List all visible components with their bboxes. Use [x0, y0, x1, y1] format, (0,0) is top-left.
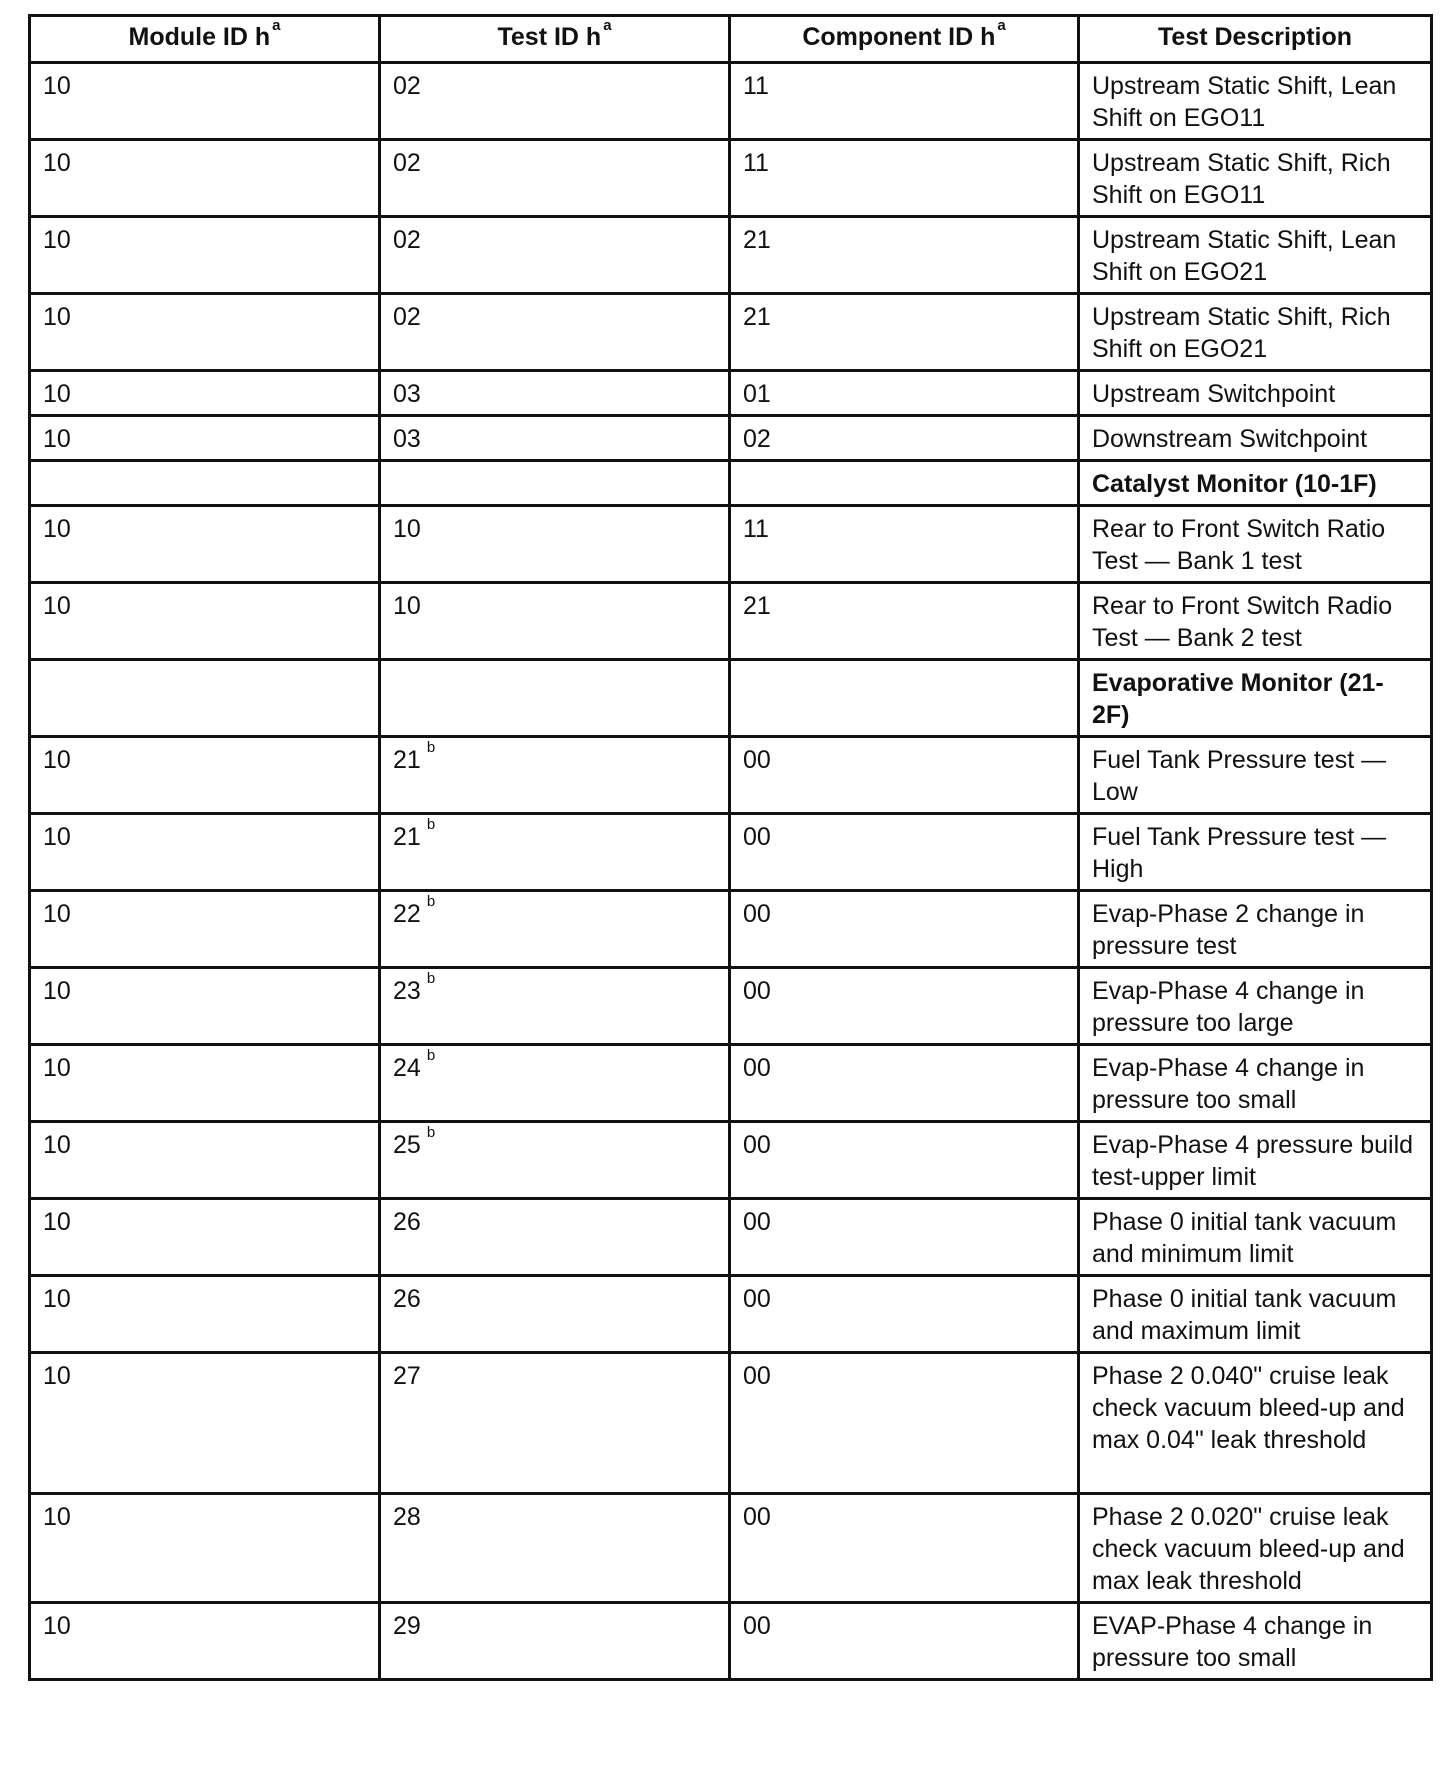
cell-test-id	[380, 583, 730, 660]
header-module-id-label: Module ID h	[128, 23, 271, 51]
cell-test-description	[1079, 461, 1432, 506]
table-row	[30, 1603, 1432, 1680]
test-id-table	[28, 14, 1433, 1681]
table-row	[30, 63, 1432, 140]
table-row	[30, 371, 1432, 416]
cell-module-id	[30, 1494, 380, 1603]
cell-component-id	[730, 737, 1079, 814]
cell-component-id	[730, 1045, 1079, 1122]
cell-module-id-value: 10	[43, 226, 71, 254]
cell-test-description	[1079, 1199, 1432, 1276]
cell-test-id	[380, 1353, 730, 1494]
header-component-id-label: Component ID h	[802, 23, 996, 51]
cell-test-description	[1079, 660, 1432, 737]
cell-module-id-value: 10	[43, 1285, 71, 1313]
table-row	[30, 891, 1432, 968]
cell-test-description	[1079, 294, 1432, 371]
table-row	[30, 1122, 1432, 1199]
header-module-id	[30, 16, 380, 63]
table-row	[30, 968, 1432, 1045]
cell-test-description	[1079, 968, 1432, 1045]
cell-test-description-value: Downstream Switchpoint	[1092, 425, 1368, 453]
cell-test-description	[1079, 140, 1432, 217]
cell-test-description	[1079, 1122, 1432, 1199]
cell-component-id	[730, 140, 1079, 217]
cell-test-id-value: 28	[393, 1503, 421, 1531]
cell-module-id-value: 10	[43, 149, 71, 177]
cell-component-id	[730, 968, 1079, 1045]
cell-test-id-value: 26	[393, 1208, 421, 1236]
cell-component-id-value: 21	[743, 226, 771, 254]
cell-module-id-value: 10	[43, 1612, 71, 1640]
cell-test-id-value: 02	[393, 149, 421, 177]
cell-test-id-value: 02	[393, 226, 421, 254]
section-row	[30, 660, 1432, 737]
cell-test-description	[1079, 63, 1432, 140]
cell-test-id	[380, 1122, 730, 1199]
cell-module-id-value: 10	[43, 515, 71, 543]
cell-component-id	[730, 1603, 1079, 1680]
cell-component-id-value: 00	[743, 1503, 771, 1531]
cell-test-description-value: Catalyst Monitor (10-1F)	[1092, 470, 1377, 498]
cell-test-id	[380, 1199, 730, 1276]
header-component-id	[730, 16, 1079, 63]
cell-test-id	[380, 140, 730, 217]
cell-test-description-value: Evap-Phase 4 change in pressure too large	[1092, 977, 1365, 1037]
cell-test-description-value: Phase 2 0.040" cruise leak check vacuum bleed-up and max 0.04" leak threshold	[1092, 1362, 1405, 1454]
section-row	[30, 461, 1432, 506]
cell-module-id-value: 10	[43, 380, 71, 408]
cell-component-id-value: 00	[743, 1208, 771, 1236]
table-row	[30, 1276, 1432, 1353]
cell-component-id-value: 00	[743, 1131, 771, 1159]
table-row	[30, 814, 1432, 891]
header-test-id	[380, 16, 730, 63]
cell-test-description	[1079, 1276, 1432, 1353]
cell-module-id	[30, 1353, 380, 1494]
table-row	[30, 1353, 1432, 1494]
cell-module-id-value: 10	[43, 1131, 71, 1159]
cell-module-id	[30, 294, 380, 371]
cell-test-description-value: Fuel Tank Pressure test — Low	[1092, 746, 1387, 806]
cell-component-id-value: 21	[743, 303, 771, 331]
cell-test-description	[1079, 371, 1432, 416]
cell-module-id	[30, 660, 380, 737]
cell-test-id	[380, 660, 730, 737]
cell-module-id-value: 10	[43, 1503, 71, 1531]
cell-module-id-value: 10	[43, 425, 71, 453]
cell-module-id	[30, 1045, 380, 1122]
cell-test-id-value: 02	[393, 303, 421, 331]
cell-component-id	[730, 416, 1079, 461]
cell-component-id-value: 00	[743, 900, 771, 928]
header-test-description-label: Test Description	[1157, 23, 1353, 51]
cell-test-description-value: Evap-Phase 4 change in pressure too small	[1092, 1054, 1365, 1114]
cell-component-id	[730, 814, 1079, 891]
cell-module-id	[30, 1276, 380, 1353]
cell-test-id	[380, 1494, 730, 1603]
cell-component-id	[730, 1494, 1079, 1603]
cell-component-id-value: 00	[743, 1612, 771, 1640]
cell-test-description-value: Upstream Static Shift, Lean Shift on EGO21	[1092, 226, 1397, 286]
cell-test-id-value: 03	[393, 380, 421, 408]
cell-test-description-value: EVAP-Phase 4 change in pressure too small	[1092, 1612, 1373, 1672]
cell-module-id-value: 10	[43, 977, 71, 1005]
table-row	[30, 583, 1432, 660]
cell-component-id-value: 00	[743, 1362, 771, 1390]
cell-test-id-value: 21	[393, 746, 421, 774]
cell-component-id-value: 00	[743, 1054, 771, 1082]
cell-module-id	[30, 371, 380, 416]
cell-component-id-value: 02	[743, 425, 771, 453]
cell-module-id-value: 10	[43, 1054, 71, 1082]
cell-module-id	[30, 583, 380, 660]
table-row	[30, 1045, 1432, 1122]
cell-module-id-value: 10	[43, 823, 71, 851]
cell-test-description-value: Upstream Static Shift, Rich Shift on EGO21	[1092, 303, 1391, 363]
cell-test-description	[1079, 506, 1432, 583]
table-row	[30, 737, 1432, 814]
cell-test-description	[1079, 891, 1432, 968]
table-row	[30, 140, 1432, 217]
cell-component-id	[730, 1353, 1079, 1494]
cell-component-id	[730, 294, 1079, 371]
cell-test-description-value: Evaporative Monitor (21-2F)	[1092, 669, 1384, 729]
cell-module-id	[30, 140, 380, 217]
cell-module-id-value: 10	[43, 72, 71, 100]
cell-module-id	[30, 814, 380, 891]
cell-test-id	[380, 461, 730, 506]
cell-test-description-value: Phase 0 initial tank vacuum and maximum limit	[1092, 1285, 1397, 1345]
cell-test-id	[380, 1276, 730, 1353]
cell-test-description-value: Evap-Phase 2 change in pressure test	[1092, 900, 1365, 960]
cell-module-id-value: 10	[43, 1362, 71, 1390]
header-test-description	[1079, 16, 1432, 63]
table-row	[30, 506, 1432, 583]
cell-component-id-value: 21	[743, 592, 771, 620]
cell-test-description	[1079, 217, 1432, 294]
cell-component-id	[730, 1122, 1079, 1199]
cell-component-id-value: 11	[743, 72, 769, 100]
cell-module-id	[30, 1122, 380, 1199]
cell-test-description-value: Upstream Switchpoint	[1092, 380, 1336, 408]
cell-test-description	[1079, 737, 1432, 814]
cell-test-id	[380, 416, 730, 461]
cell-test-description-value: Upstream Static Shift, Rich Shift on EGO11	[1092, 149, 1391, 209]
cell-test-id-value: 24	[393, 1054, 421, 1082]
footnote-marker: b	[426, 970, 436, 987]
cell-test-id	[380, 1603, 730, 1680]
cell-component-id-value: 00	[743, 977, 771, 1005]
cell-test-id-value: 10	[393, 515, 421, 543]
footnote-marker: a	[603, 17, 612, 34]
cell-test-description-value: Phase 2 0.020" cruise leak check vacuum bleed-up and max leak threshold	[1092, 1503, 1405, 1595]
cell-component-id	[730, 1199, 1079, 1276]
cell-test-description	[1079, 1494, 1432, 1603]
footnote-marker: b	[426, 1124, 436, 1141]
cell-module-id	[30, 461, 380, 506]
cell-module-id	[30, 217, 380, 294]
cell-test-description-value: Fuel Tank Pressure test — High	[1092, 823, 1387, 883]
table-row	[30, 294, 1432, 371]
cell-test-id-value: 29	[393, 1612, 421, 1640]
cell-test-description-value: Rear to Front Switch Ratio Test — Bank 1 test	[1092, 515, 1386, 575]
cell-component-id	[730, 461, 1079, 506]
table-row	[30, 217, 1432, 294]
cell-test-id	[380, 1045, 730, 1122]
cell-component-id	[730, 583, 1079, 660]
cell-test-id-value: 03	[393, 425, 421, 453]
cell-test-description	[1079, 583, 1432, 660]
cell-test-id-value: 22	[393, 900, 421, 928]
cell-component-id-value: 01	[743, 380, 771, 408]
cell-component-id-value: 11	[743, 149, 769, 177]
cell-module-id	[30, 506, 380, 583]
cell-component-id-value: 00	[743, 746, 771, 774]
cell-module-id-value: 10	[43, 592, 71, 620]
cell-test-description	[1079, 1603, 1432, 1680]
cell-module-id-value: 10	[43, 1208, 71, 1236]
cell-component-id-value: 11	[743, 515, 769, 543]
cell-module-id-value: 10	[43, 746, 71, 774]
cell-test-description-value: Phase 0 initial tank vacuum and minimum limit	[1092, 1208, 1397, 1268]
cell-test-id-value: 23	[393, 977, 421, 1005]
cell-module-id-value: 10	[43, 303, 71, 331]
cell-test-description	[1079, 814, 1432, 891]
cell-test-id	[380, 294, 730, 371]
cell-test-id-value: 27	[393, 1362, 421, 1390]
cell-module-id	[30, 891, 380, 968]
cell-test-id	[380, 737, 730, 814]
cell-test-id	[380, 891, 730, 968]
cell-test-description	[1079, 416, 1432, 461]
cell-module-id-value: 10	[43, 900, 71, 928]
cell-component-id-value: 00	[743, 1285, 771, 1313]
table-row	[30, 1494, 1432, 1603]
table-body	[30, 63, 1432, 1680]
cell-module-id	[30, 968, 380, 1045]
cell-component-id-value: 00	[743, 823, 771, 851]
cell-test-description-value: Upstream Static Shift, Lean Shift on EGO11	[1092, 72, 1397, 132]
cell-test-description-value: Evap-Phase 4 pressure build test-upper limit	[1092, 1131, 1414, 1191]
cell-test-id-value: 26	[393, 1285, 421, 1313]
cell-test-description	[1079, 1353, 1432, 1494]
cell-module-id	[30, 737, 380, 814]
cell-component-id	[730, 63, 1079, 140]
cell-test-id-value: 25	[393, 1131, 421, 1159]
footnote-marker: a	[272, 17, 281, 34]
cell-test-id-value: 21	[393, 823, 421, 851]
cell-test-description-value: Rear to Front Switch Radio Test — Bank 2 test	[1092, 592, 1393, 652]
cell-component-id	[730, 660, 1079, 737]
header-row	[30, 16, 1432, 63]
footnote-marker: b	[426, 1047, 436, 1064]
table-row	[30, 1199, 1432, 1276]
cell-component-id	[730, 371, 1079, 416]
footnote-marker: b	[426, 739, 436, 756]
cell-component-id	[730, 217, 1079, 294]
table-row	[30, 416, 1432, 461]
cell-test-id-value: 02	[393, 72, 421, 100]
cell-module-id	[30, 63, 380, 140]
cell-component-id	[730, 891, 1079, 968]
cell-test-description	[1079, 1045, 1432, 1122]
cell-test-id	[380, 506, 730, 583]
footnote-marker: b	[426, 893, 436, 910]
header-test-id-label: Test ID h	[497, 23, 602, 51]
cell-test-id	[380, 217, 730, 294]
cell-module-id	[30, 1603, 380, 1680]
cell-test-id	[380, 814, 730, 891]
cell-module-id	[30, 1199, 380, 1276]
footnote-marker: a	[997, 17, 1006, 34]
footnote-marker: b	[426, 816, 436, 833]
cell-component-id	[730, 1276, 1079, 1353]
cell-module-id	[30, 416, 380, 461]
cell-test-id	[380, 63, 730, 140]
cell-test-id	[380, 371, 730, 416]
cell-component-id	[730, 506, 1079, 583]
cell-test-id	[380, 968, 730, 1045]
cell-test-id-value: 10	[393, 592, 421, 620]
